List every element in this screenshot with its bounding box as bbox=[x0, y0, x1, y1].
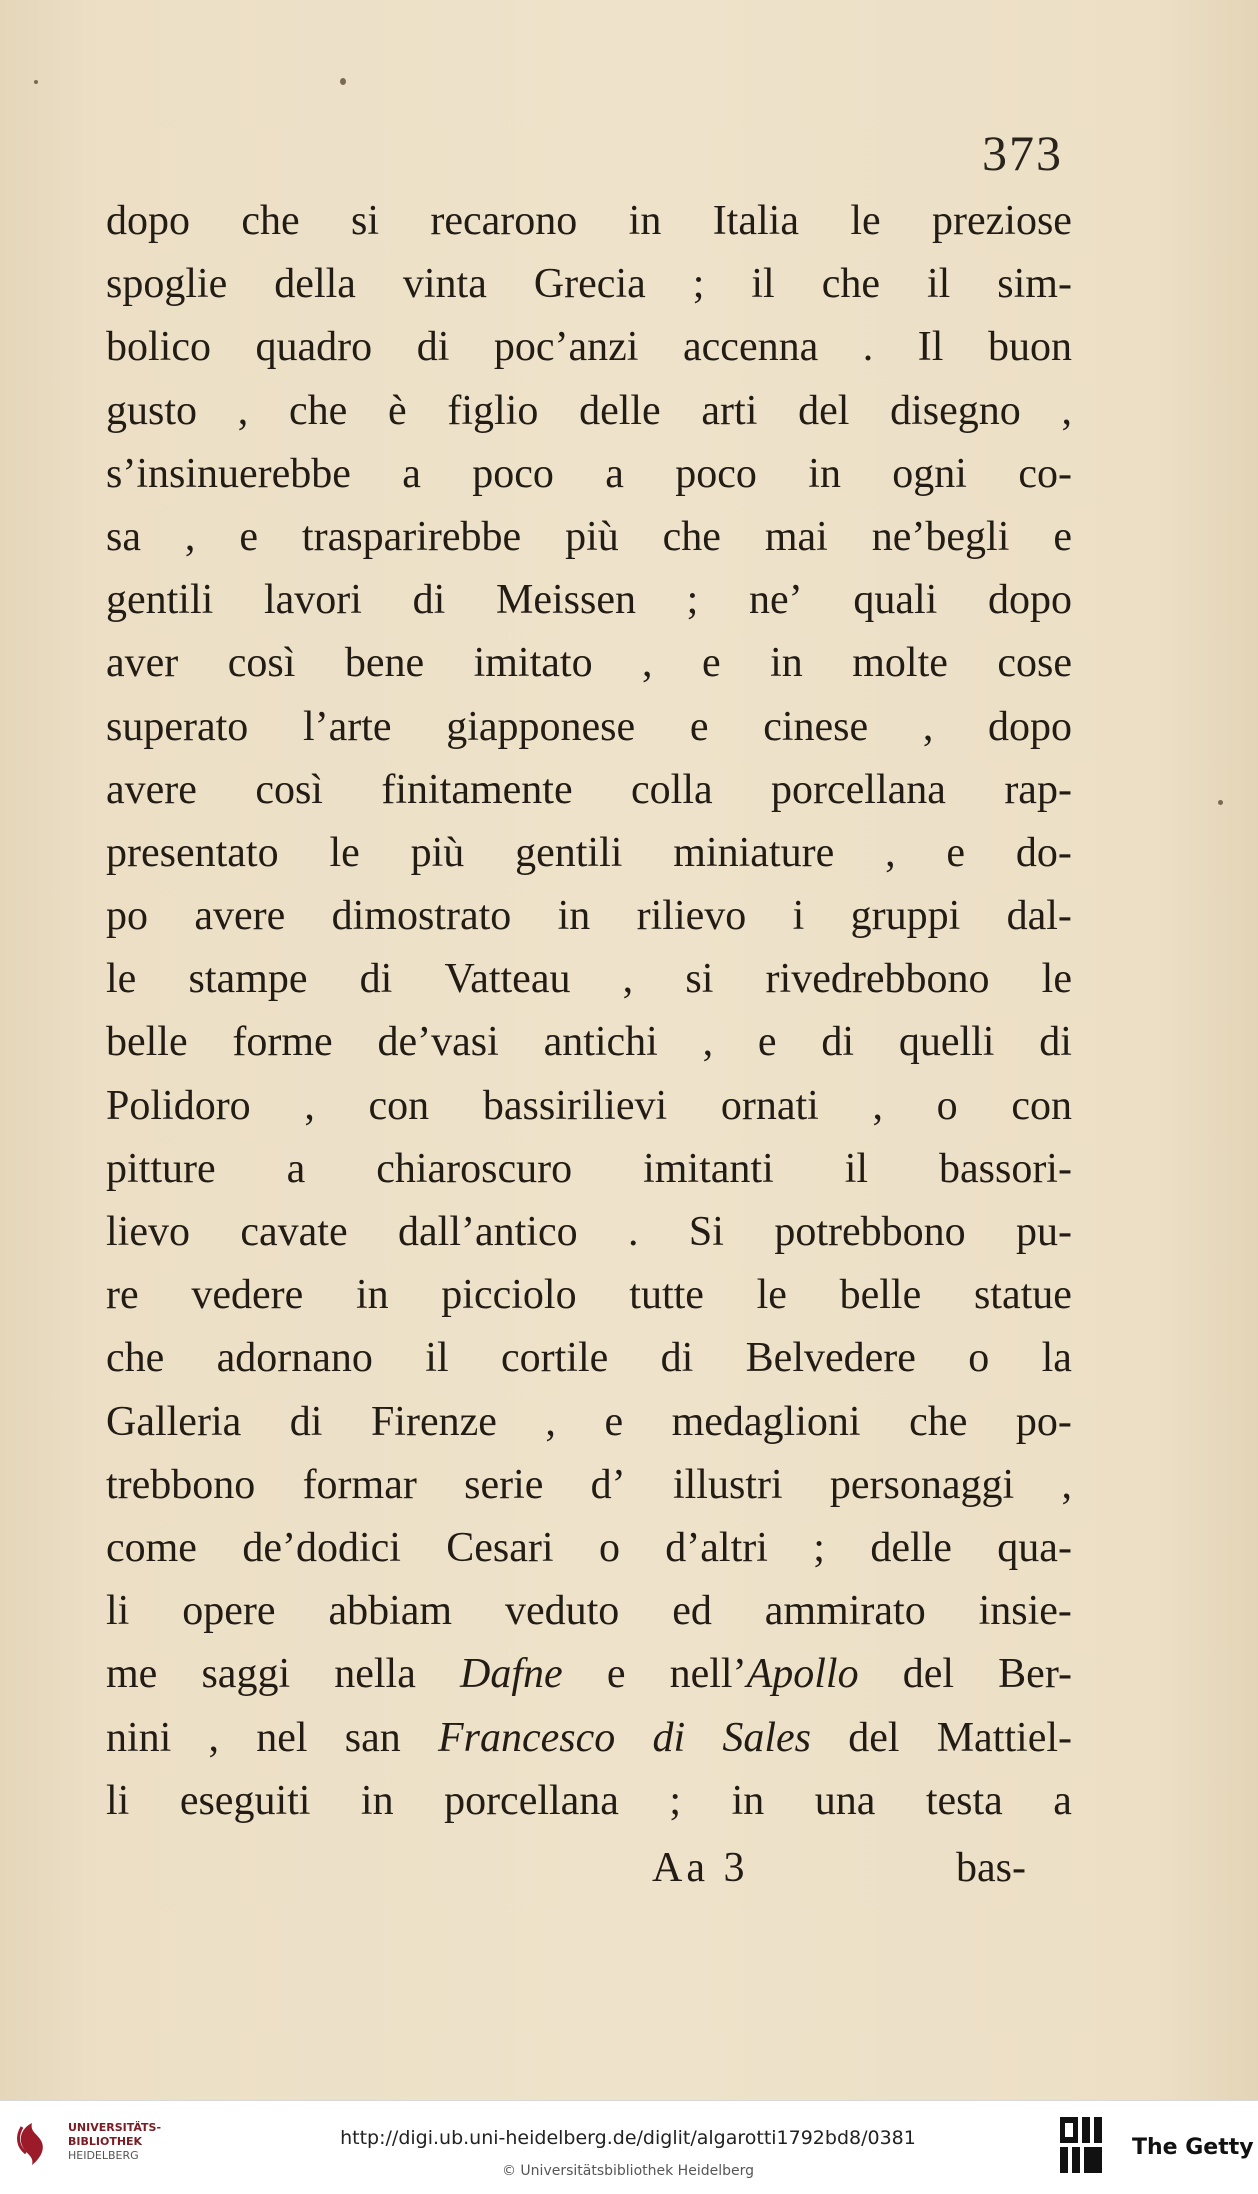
text-line bbox=[106, 1264, 1072, 1327]
word: e bbox=[689, 703, 709, 750]
word: così bbox=[227, 640, 296, 687]
word: re bbox=[106, 1272, 139, 1319]
word: formar bbox=[302, 1461, 417, 1508]
page-number: 373 bbox=[982, 125, 1063, 181]
word: abbiam bbox=[328, 1588, 453, 1635]
word: Mattiel- bbox=[936, 1714, 1072, 1761]
word: chiaroscuro bbox=[376, 1145, 573, 1192]
word: vedere bbox=[191, 1272, 304, 1319]
word: di bbox=[412, 577, 446, 624]
word: gruppi bbox=[850, 893, 961, 940]
text-line bbox=[106, 1580, 1072, 1643]
text-line bbox=[106, 1517, 1072, 1580]
word: pu- bbox=[1016, 1209, 1072, 1255]
word: delle bbox=[579, 387, 661, 434]
text-line bbox=[106, 696, 1072, 759]
copyright-notice: © Universitätsbibliothek Heidelberg bbox=[501, 2163, 754, 2179]
word: bene bbox=[344, 640, 425, 687]
word: disegno bbox=[890, 387, 1021, 434]
word: veduto bbox=[504, 1588, 620, 1635]
word: , bbox=[1061, 387, 1072, 434]
word: di bbox=[1039, 1019, 1072, 1066]
word: con bbox=[1011, 1082, 1072, 1129]
word: s’insinuerebbe bbox=[106, 450, 351, 497]
text-line bbox=[106, 1770, 1072, 1833]
word: aver bbox=[106, 640, 179, 687]
paper-speck bbox=[34, 80, 38, 84]
word: ed bbox=[672, 1588, 712, 1635]
word: ; bbox=[669, 1777, 682, 1824]
library-name-line: UNIVERSITÄTS- bbox=[68, 2121, 162, 2134]
word: il bbox=[751, 261, 775, 308]
word: come bbox=[106, 1524, 197, 1571]
word: antichi bbox=[543, 1019, 658, 1066]
word: a bbox=[605, 450, 624, 497]
word: . bbox=[628, 1209, 639, 1255]
word: , bbox=[1061, 1461, 1072, 1508]
word: li bbox=[106, 1588, 130, 1635]
word: Sales bbox=[722, 1714, 811, 1761]
paper-speck bbox=[1218, 800, 1223, 805]
word: figlio bbox=[447, 387, 539, 434]
word: dopo bbox=[987, 577, 1072, 624]
library-name-line: HEIDELBERG bbox=[68, 2149, 139, 2162]
word: saggi bbox=[201, 1651, 291, 1698]
word: dimostrato bbox=[331, 893, 512, 940]
word: dal- bbox=[1006, 893, 1072, 940]
word: più bbox=[565, 513, 619, 560]
word: , bbox=[702, 1019, 714, 1066]
word: Belvedere bbox=[745, 1335, 916, 1382]
word: bassirilievi bbox=[482, 1082, 668, 1129]
word: che bbox=[821, 261, 880, 308]
word: , bbox=[184, 513, 196, 560]
text-line bbox=[106, 380, 1072, 443]
word: do- bbox=[1015, 829, 1072, 876]
word: gentili bbox=[106, 577, 214, 624]
word: e bbox=[239, 513, 258, 560]
word: de’vasi bbox=[377, 1019, 499, 1066]
word: dopo bbox=[987, 703, 1072, 750]
word: porcellana bbox=[444, 1777, 619, 1824]
text-line bbox=[106, 190, 1072, 253]
text-line bbox=[106, 316, 1072, 379]
word: nini bbox=[106, 1714, 172, 1761]
word: belle bbox=[839, 1272, 922, 1319]
word: d’ bbox=[590, 1461, 626, 1508]
word: le bbox=[106, 956, 137, 1003]
word: ne’ bbox=[749, 577, 803, 624]
word: quelli bbox=[898, 1019, 995, 1066]
text-line bbox=[106, 632, 1072, 695]
word: con bbox=[368, 1082, 430, 1129]
text-line bbox=[106, 948, 1072, 1011]
word: le bbox=[850, 198, 881, 244]
word: in bbox=[355, 1272, 389, 1319]
word: poco bbox=[472, 450, 554, 497]
word: rap- bbox=[1004, 766, 1072, 813]
word: imitanti bbox=[643, 1145, 774, 1192]
word: e bbox=[946, 829, 966, 876]
word: ornati bbox=[720, 1082, 819, 1129]
word: che bbox=[288, 387, 348, 434]
word: , bbox=[545, 1398, 556, 1445]
word: Galleria bbox=[106, 1398, 242, 1445]
word: stampe bbox=[188, 956, 308, 1003]
word: buon bbox=[987, 324, 1072, 371]
word: di bbox=[289, 1398, 323, 1445]
word: si bbox=[351, 198, 380, 244]
word: illustri bbox=[672, 1461, 783, 1508]
word: che bbox=[106, 1335, 165, 1382]
word: in bbox=[360, 1777, 394, 1824]
word: gusto bbox=[106, 387, 198, 434]
word: trebbono bbox=[106, 1461, 256, 1508]
word: più bbox=[410, 829, 465, 876]
getty-partner-name: The Getty bbox=[1132, 2135, 1254, 2160]
word: in bbox=[628, 198, 662, 244]
word: accenna bbox=[683, 324, 819, 371]
word: di bbox=[416, 324, 450, 371]
word: pitture bbox=[106, 1145, 216, 1192]
word: in bbox=[731, 1777, 765, 1824]
word: ogni bbox=[892, 450, 967, 497]
word: e bbox=[604, 1398, 624, 1445]
word: medaglioni bbox=[671, 1398, 861, 1445]
word: e bbox=[606, 1651, 626, 1698]
word: spoglie bbox=[106, 261, 228, 308]
word: arti bbox=[701, 387, 758, 434]
word: insie- bbox=[978, 1588, 1072, 1635]
word: di bbox=[359, 956, 393, 1003]
word: o bbox=[598, 1524, 620, 1571]
word: Grecia bbox=[533, 261, 646, 308]
word: e bbox=[757, 1019, 777, 1066]
text-line bbox=[106, 1201, 1072, 1264]
word: Francesco bbox=[437, 1714, 616, 1761]
word: a bbox=[1053, 1777, 1072, 1824]
word: san bbox=[344, 1714, 401, 1761]
text-line bbox=[106, 1391, 1072, 1454]
text-line bbox=[106, 569, 1072, 632]
word: nell’Apollo bbox=[669, 1651, 859, 1698]
word: ammirato bbox=[764, 1588, 926, 1635]
word: a bbox=[286, 1145, 306, 1192]
word: molte bbox=[852, 640, 948, 687]
permalink-url[interactable]: http://digi.ub.uni-heidelberg.de/diglit/algarotti1792bd8/0381 bbox=[340, 2127, 916, 2149]
word: Dafne bbox=[460, 1651, 563, 1698]
word: superato bbox=[106, 703, 249, 750]
word: il bbox=[926, 261, 951, 308]
word: Polidoro bbox=[106, 1082, 251, 1129]
word: , bbox=[642, 640, 653, 687]
viewer-footer bbox=[0, 2100, 1258, 2194]
word: del bbox=[848, 1714, 900, 1761]
word: avere bbox=[106, 766, 197, 813]
word: le bbox=[329, 829, 360, 876]
word: , bbox=[885, 829, 896, 876]
word: imitato bbox=[473, 640, 593, 687]
text-line bbox=[106, 253, 1072, 316]
word: , bbox=[208, 1714, 220, 1761]
word: o bbox=[936, 1082, 958, 1129]
word: che bbox=[662, 513, 721, 560]
word: la bbox=[1041, 1335, 1072, 1382]
getty-logo-icon bbox=[1058, 2115, 1104, 2177]
text-line bbox=[106, 1327, 1072, 1390]
word: cinese bbox=[763, 703, 869, 750]
word: delle bbox=[870, 1524, 952, 1571]
word: quadro bbox=[255, 324, 373, 371]
word: d’altri bbox=[665, 1524, 768, 1571]
word: quali bbox=[853, 577, 938, 624]
page-footer-line bbox=[106, 1838, 1072, 1898]
signature-mark: Aa 3 bbox=[652, 1845, 749, 1891]
word: della bbox=[274, 261, 356, 308]
word: una bbox=[814, 1777, 876, 1824]
word: forme bbox=[232, 1019, 333, 1066]
text-line bbox=[106, 1707, 1072, 1770]
word: testa bbox=[925, 1777, 1003, 1824]
word: picciolo bbox=[441, 1272, 577, 1319]
word: lievo bbox=[106, 1209, 190, 1255]
word: il bbox=[425, 1335, 449, 1382]
word: Vatteau bbox=[444, 956, 571, 1003]
word: . bbox=[862, 324, 874, 371]
text-line bbox=[106, 822, 1072, 885]
word: le bbox=[756, 1272, 787, 1319]
word: così bbox=[255, 766, 323, 813]
text-line bbox=[106, 1643, 1072, 1706]
word: finitamente bbox=[381, 766, 573, 813]
text-line bbox=[106, 885, 1072, 948]
word: cose bbox=[997, 640, 1072, 687]
word: il bbox=[844, 1145, 869, 1192]
word: adornano bbox=[216, 1335, 373, 1382]
word: rivedrebbono bbox=[765, 956, 990, 1003]
word: Italia bbox=[712, 198, 799, 244]
word: recarono bbox=[430, 198, 578, 244]
word: di bbox=[652, 1714, 686, 1761]
library-name-line: BIBLIOTHEK bbox=[68, 2135, 143, 2148]
word: bassori- bbox=[938, 1145, 1072, 1192]
word: è bbox=[387, 387, 407, 434]
word: bolico bbox=[106, 324, 211, 371]
word: e bbox=[1053, 513, 1072, 560]
word: mai bbox=[764, 513, 828, 560]
word: giapponese bbox=[446, 703, 636, 750]
word: sim- bbox=[997, 261, 1072, 308]
word: li bbox=[106, 1777, 130, 1824]
word: si bbox=[685, 956, 714, 1003]
word: personaggi bbox=[829, 1461, 1015, 1508]
word: po- bbox=[1015, 1398, 1072, 1445]
word: belle bbox=[106, 1019, 188, 1066]
text-line bbox=[106, 1138, 1072, 1201]
word: dopo bbox=[106, 198, 190, 244]
paper-speck bbox=[340, 78, 346, 85]
text-line bbox=[106, 759, 1072, 822]
word: colla bbox=[631, 766, 713, 813]
university-library-name bbox=[68, 2121, 161, 2163]
word: in bbox=[770, 640, 803, 687]
text-line bbox=[106, 506, 1072, 569]
word: nel bbox=[256, 1714, 308, 1761]
word: e bbox=[702, 640, 721, 687]
word: trasparirebbe bbox=[301, 513, 522, 560]
word: po bbox=[106, 893, 148, 940]
word: in bbox=[557, 893, 591, 940]
word: tutte bbox=[629, 1272, 704, 1319]
word: di bbox=[821, 1019, 855, 1066]
catchword: bas- bbox=[956, 1845, 1026, 1891]
word: , bbox=[872, 1082, 883, 1129]
text-line bbox=[106, 1011, 1072, 1074]
word: che bbox=[909, 1398, 968, 1445]
word: vinta bbox=[402, 261, 487, 308]
body-text bbox=[106, 190, 1072, 1833]
word: rilievo bbox=[636, 893, 747, 940]
word: ; bbox=[692, 261, 705, 308]
word: preziose bbox=[932, 198, 1072, 244]
word: Il bbox=[917, 324, 944, 371]
text-line bbox=[106, 1075, 1072, 1138]
word: di bbox=[660, 1335, 694, 1382]
word: eseguiti bbox=[179, 1777, 311, 1824]
word: che bbox=[241, 198, 300, 244]
word: dall’antico bbox=[398, 1209, 578, 1255]
word: i bbox=[792, 893, 805, 940]
word: l’arte bbox=[302, 703, 392, 750]
word: potrebbono bbox=[774, 1209, 966, 1255]
word: miniature bbox=[673, 829, 835, 876]
word: qua- bbox=[997, 1524, 1072, 1571]
word: Si bbox=[688, 1209, 724, 1255]
word: lavori bbox=[264, 577, 362, 624]
word: o bbox=[968, 1335, 990, 1382]
word: ; bbox=[813, 1524, 825, 1571]
word: a bbox=[402, 450, 421, 497]
word: statue bbox=[973, 1272, 1072, 1319]
word: le bbox=[1041, 956, 1072, 1003]
word: Firenze bbox=[370, 1398, 497, 1445]
text-line bbox=[106, 443, 1072, 506]
word: avere bbox=[194, 893, 286, 940]
word: gentili bbox=[515, 829, 623, 876]
word: sa bbox=[106, 513, 141, 560]
word: me bbox=[106, 1651, 158, 1698]
word: del bbox=[798, 387, 850, 434]
word: porcellana bbox=[771, 766, 946, 813]
word: poc’anzi bbox=[493, 324, 639, 371]
word: in bbox=[808, 450, 841, 497]
word: ne’begli bbox=[871, 513, 1010, 560]
word: Ber- bbox=[998, 1651, 1072, 1698]
word: ; bbox=[686, 577, 699, 624]
word: presentato bbox=[106, 829, 279, 876]
word: , bbox=[304, 1082, 315, 1129]
word: del bbox=[902, 1651, 955, 1698]
word: opere bbox=[182, 1588, 276, 1635]
word: poco bbox=[675, 450, 757, 497]
word: co- bbox=[1018, 450, 1072, 497]
word: Meissen bbox=[495, 577, 636, 624]
word: serie bbox=[464, 1461, 544, 1508]
word: , bbox=[922, 703, 934, 750]
university-library-logo-icon bbox=[12, 2119, 52, 2167]
text-line bbox=[106, 1454, 1072, 1517]
word: , bbox=[237, 387, 249, 434]
word: Cesari bbox=[446, 1524, 554, 1571]
word: , bbox=[622, 956, 634, 1003]
word: nella bbox=[334, 1651, 416, 1698]
word: cortile bbox=[501, 1335, 609, 1382]
word: de’dodici bbox=[242, 1524, 401, 1571]
word: cavate bbox=[240, 1209, 348, 1255]
